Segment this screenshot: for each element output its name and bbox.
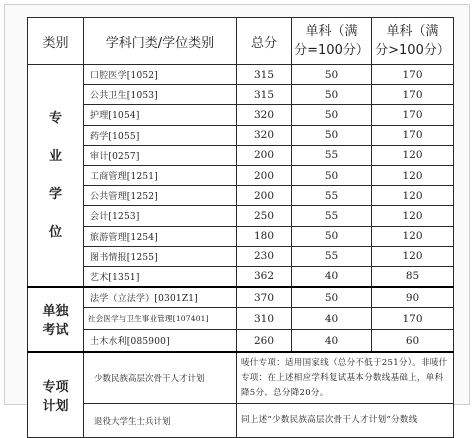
header-subject: 学科门类/学位类别 [84,18,237,65]
category-char: 学 [48,186,62,202]
category-professional [28,65,84,288]
table-row [28,125,454,145]
table-row [28,226,454,246]
table-row [28,330,454,352]
subject-cell: 旅游管理[1254] [84,226,237,246]
single-100-cell: 50 [292,165,372,185]
single-gt100-cell: 170 [372,65,454,85]
single-100-cell: 55 [292,246,372,266]
header-row [28,18,454,65]
single-100-cell: 55 [292,145,372,165]
subject-cell: 公共卫生[1053] [84,85,237,105]
table-row [28,165,454,185]
single-gt100-cell: 170 [372,85,454,105]
subject-cell: 审计[0257] [84,145,237,165]
single-100-cell: 50 [292,65,372,85]
category-separate-line2: 考试 [42,323,69,339]
table-row [28,206,454,226]
table-row [28,246,454,266]
header-single-100-line1: 单科（满 [305,24,358,39]
total-cell: 200 [237,186,292,206]
subject-cell: 药学[1055] [84,125,237,145]
total-cell: 180 [237,226,292,246]
subject-cell: 公共管理[1252] [84,186,237,206]
header-total: 总分 [237,18,292,65]
total-cell: 260 [237,330,292,352]
single-gt100-cell: 90 [372,287,454,308]
category-separate [28,287,84,352]
subject-cell: 土木水利[085900] [84,330,237,352]
subject-cell: 社会医学与卫生事业管理[107401] [84,308,237,330]
single-100-cell: 50 [292,226,372,246]
single-gt100-cell: 120 [372,145,454,165]
single-gt100-cell: 120 [372,206,454,226]
single-100-cell: 55 [292,186,372,206]
category-special-line1: 专项 [42,380,69,395]
header-single-gt100-line1: 单科（满 [386,24,439,39]
note-cell: 同上述“少数民族高层次骨干人才计划”分数线 [237,404,454,438]
total-cell: 200 [237,145,292,165]
single-100-cell: 55 [292,206,372,226]
note-cell: 唛什专项：适用国家线（总分不低于251分）。非唛什专项：在上述相应学科复试基本分数线基础上，单科降5分、总分降20分。 [237,352,454,404]
table-row [28,65,454,85]
single-gt100-cell: 120 [372,226,454,246]
table-row [28,145,454,165]
single-100-cell: 50 [292,85,372,105]
table-row [28,266,454,287]
header-category: 类别 [28,18,84,65]
table-row [28,352,454,404]
single-gt100-cell: 120 [372,165,454,185]
subject-cell: 口腔医学[1052] [84,65,237,85]
table-row [28,105,454,125]
category-char: 专 [48,110,62,126]
total-cell: 200 [237,165,292,185]
total-cell: 250 [237,206,292,226]
category-special-line2: 计划 [42,399,69,414]
subject-cell: 艺术[1351] [84,266,237,287]
single-100-cell: 40 [292,330,372,352]
category-professional-label [49,100,62,252]
subject-cell: 会计[1253] [84,206,237,226]
subject-cell: 护理[1054] [84,105,237,125]
table-row [28,308,454,330]
plan-cell: 少数民族高层次骨干人才计划 [84,352,237,404]
total-cell: 315 [237,65,292,85]
plan-cell: 退役大学生士兵计划 [84,404,237,438]
total-cell: 320 [237,105,292,125]
subject-cell: 图书情报[1255] [84,246,237,266]
table-row [28,186,454,206]
single-gt100-cell: 120 [372,186,454,206]
header-single-gt100 [372,18,454,65]
single-gt100-cell: 60 [372,330,454,352]
single-100-cell: 40 [292,308,372,330]
single-gt100-cell: 85 [372,266,454,287]
total-cell: 230 [237,246,292,266]
header-single-gt100-line2: 分>100分） [375,43,450,58]
table-row [28,85,454,105]
total-cell: 315 [237,85,292,105]
single-gt100-cell: 120 [372,246,454,266]
category-special [28,352,84,438]
single-gt100-cell: 170 [372,105,454,125]
single-100-cell: 40 [292,266,372,287]
header-single-100-line2: 分=100分） [294,43,369,58]
table-row [28,287,454,308]
single-100-cell: 50 [292,125,372,145]
single-gt100-cell: 170 [372,125,454,145]
category-char: 位 [48,224,62,240]
subject-cell: 工商管理[1251] [84,165,237,185]
total-cell: 362 [237,266,292,287]
category-char: 业 [48,148,62,164]
subject-cell: 法学（立法学）[0301Z1] [84,287,237,308]
total-cell: 320 [237,125,292,145]
single-gt100-cell: 170 [372,308,454,330]
single-100-cell: 50 [292,287,372,308]
total-cell: 370 [237,287,292,308]
category-separate-line1: 单独 [42,304,69,320]
total-cell: 310 [237,308,292,330]
single-100-cell: 50 [292,105,372,125]
header-single-100 [292,18,372,65]
score-table [27,17,454,438]
